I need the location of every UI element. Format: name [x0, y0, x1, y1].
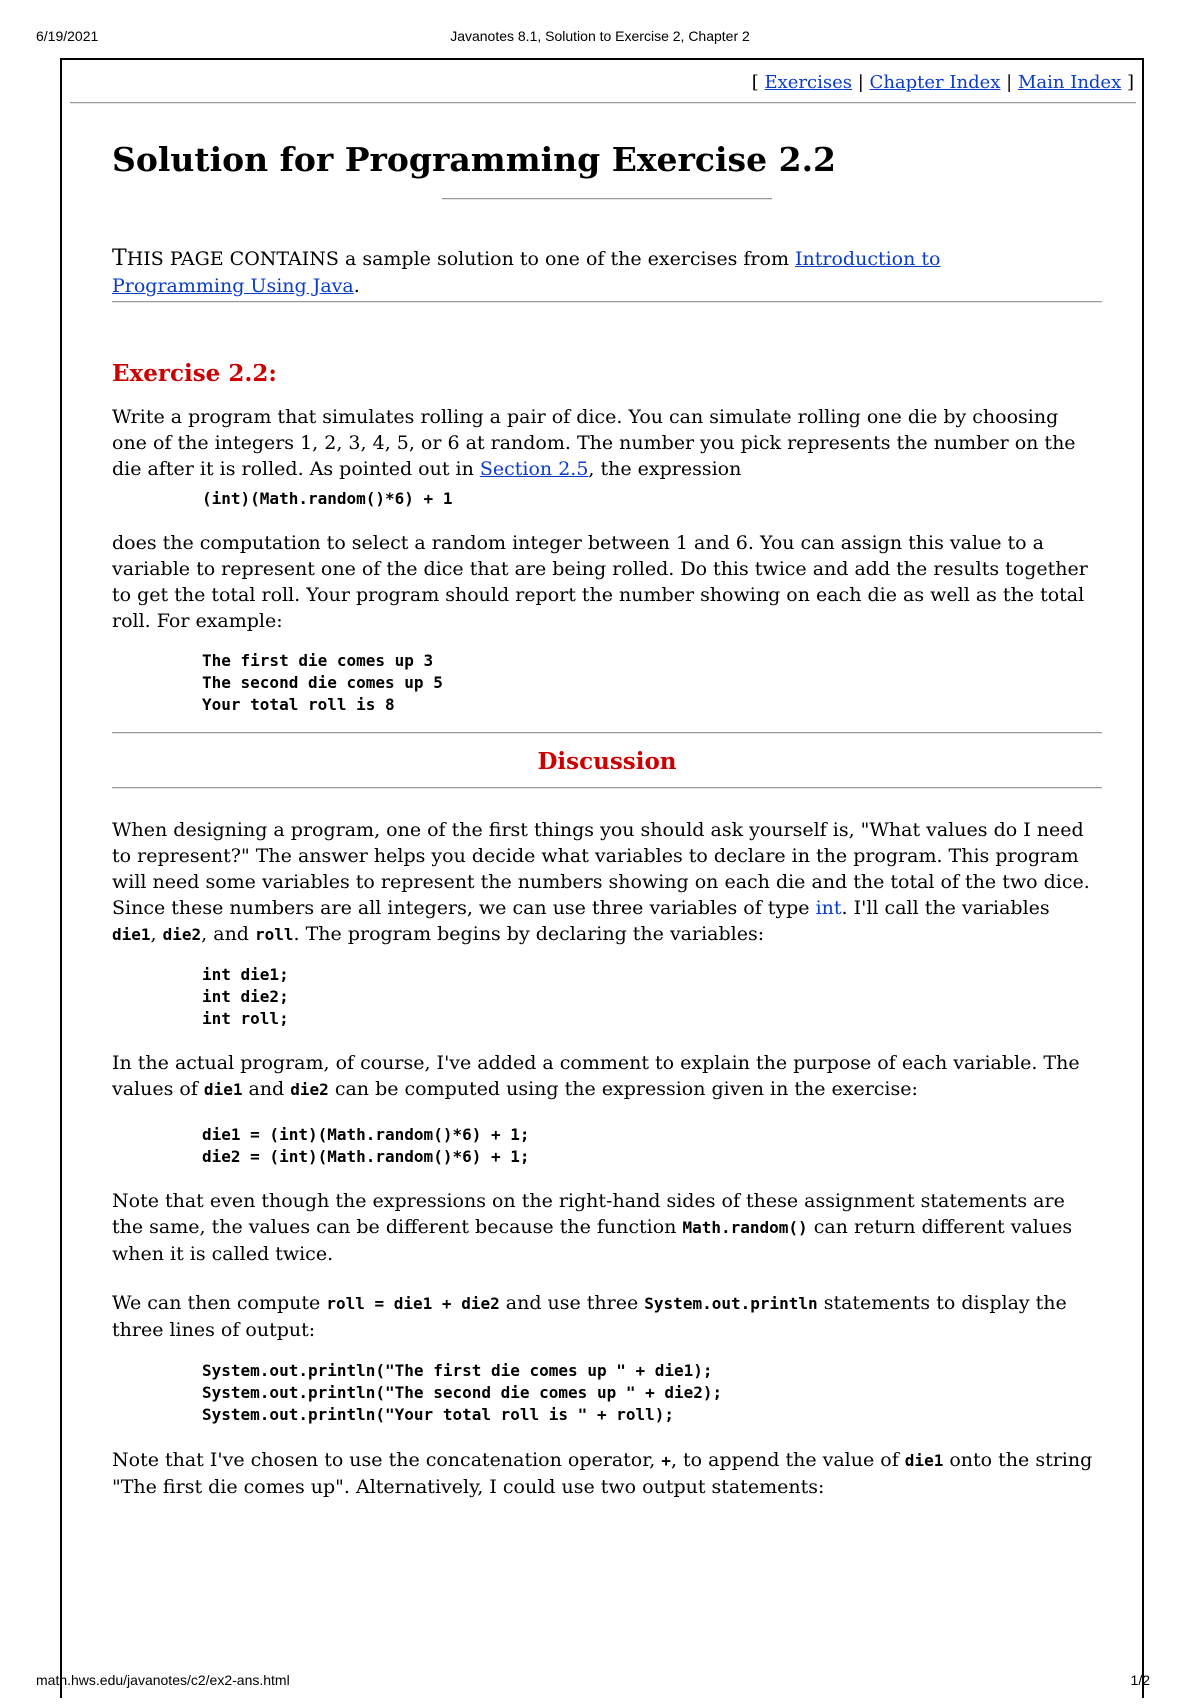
intro-lead-cap: T: [112, 246, 127, 271]
intro-text: a sample solution to one of the exercises from: [338, 248, 796, 270]
divider: [442, 198, 772, 200]
discussion-text: , to append the value of: [670, 1449, 905, 1471]
discussion-text: We can then compute: [112, 1292, 327, 1314]
discussion-text: and use three: [499, 1292, 645, 1314]
intro-lead-rest: HIS PAGE CONTAINS: [126, 248, 339, 270]
discussion-text: can be computed using the expression given in the exercise:: [328, 1078, 918, 1100]
inline-code: +: [661, 1451, 671, 1470]
discussion-paragraph-1: [112, 817, 1097, 948]
discussion-paragraph-3: [112, 1188, 1097, 1267]
inline-code: roll = die1 + die2: [326, 1294, 500, 1313]
discussion-paragraph-2: [112, 1050, 1097, 1103]
type-int: int: [815, 897, 842, 919]
print-page-title: Javanotes 8.1, Solution to Exercise 2, Chapter 2: [450, 28, 750, 44]
inline-code: die1: [112, 925, 151, 944]
exercise-text: , the expression: [588, 458, 742, 480]
discussion-paragraph-5: [112, 1447, 1097, 1500]
exercise-paragraph-2: does the computation to select a random integer between 1 and 6. You can assign this value to a variable to represent one of the dice that are being rolled. Do this twice and add the results together to get the total roll. Your program should report the number showing on each die as well as the total roll. For example:: [112, 532, 1088, 632]
discussion-text: Note that even though the expressions on the right-hand sides of these assignment statements are the same, the values can be different because the function: [112, 1190, 1065, 1238]
discussion-text: When designing a program, one of the first things you should ask yourself is, "What values do I need to represent?" The answer helps you decide what variables to declare in the program. This program will need some variables to represent the numbers showing on each die and the total of the two dice. Since these numbers are all integers, we can use three variables of type: [112, 819, 1090, 919]
discussion-text: onto the string "The first die comes up". Alternatively, I could use two output statements:: [112, 1449, 1093, 1498]
code-block-expression: (int)(Math.random()*6) + 1: [202, 489, 453, 508]
discussion-paragraph-4: [112, 1290, 1097, 1343]
divider: [112, 301, 1102, 303]
intro-paragraph: [112, 245, 1002, 300]
book-link[interactable]: Introduction to Programming Using Java: [112, 248, 941, 297]
inline-code: roll: [255, 925, 294, 944]
divider: [70, 102, 1136, 104]
inline-code: die2: [162, 925, 202, 944]
nav-link-exercises[interactable]: Exercises: [764, 72, 852, 93]
code-block-declarations: int die1; int die2; int roll;: [202, 965, 289, 1028]
nav-bracket-close: ]: [1126, 72, 1134, 93]
discussion-text: can return different values when it is called twice.: [112, 1216, 1073, 1265]
exercise-paragraph-1: [112, 404, 1097, 482]
code-block-println: System.out.println("The first die comes up " + die1); System.out.println("The second die comes up " + die2); System.out.println("Your total roll is " + roll);: [202, 1361, 723, 1424]
discussion-heading: Discussion: [537, 748, 677, 775]
inline-code: System.out.println: [644, 1294, 818, 1313]
inline-code: die1: [904, 1451, 944, 1470]
discussion-text: statements to display the three lines of output:: [112, 1292, 1067, 1341]
divider: [112, 787, 1102, 789]
print-date: 6/19/2021: [36, 28, 99, 44]
discussion-text: and: [242, 1078, 291, 1100]
intro-end: .: [353, 275, 360, 297]
inline-code: die2: [290, 1080, 329, 1099]
inline-code: Math.random(): [682, 1218, 808, 1237]
discussion-text: , and: [201, 923, 256, 945]
nav-separator: |: [1006, 72, 1013, 93]
print-header: [0, 0, 1200, 44]
nav-link-chapter-index[interactable]: Chapter Index: [869, 72, 1001, 93]
top-navigation: [752, 72, 1134, 93]
discussion-text: . The program begins by declaring the variables:: [293, 923, 765, 945]
nav-separator: |: [857, 72, 864, 93]
print-footer: [0, 1666, 1200, 1706]
discussion-text: Note that I've chosen to use the concatenation operator,: [112, 1449, 662, 1471]
inline-code: die1: [203, 1080, 243, 1099]
page-title: Solution for Programming Exercise 2.2: [112, 140, 837, 179]
discussion-text: ,: [150, 923, 163, 945]
discussion-text: . I'll call the variables: [841, 897, 1050, 919]
print-url: math.hws.edu/javanotes/c2/ex2-ans.html: [36, 1672, 290, 1688]
divider: [112, 732, 1102, 734]
exercise-text: Write a program that simulates rolling a pair of dice. You can simulate rolling one die by choosing one of the integers 1, 2, 3, 4, 5, or 6 at random. The number you pick represents the number on the die after it is rolled. As pointed out in: [112, 406, 1076, 480]
code-block-assignments: die1 = (int)(Math.random()*6) + 1; die2 = (int)(Math.random()*6) + 1;: [202, 1125, 530, 1166]
page-frame: [60, 58, 1144, 1698]
print-page-number: 1/2: [1130, 1672, 1150, 1688]
exercise-heading: Exercise 2.2:: [112, 360, 277, 387]
discussion-text: In the actual program, of course, I've added a comment to explain the purpose of each variable. The values of: [112, 1052, 1080, 1100]
nav-bracket-open: [: [751, 72, 759, 93]
nav-link-main-index[interactable]: Main Index: [1017, 72, 1122, 93]
section-link[interactable]: Section 2.5: [479, 458, 589, 480]
code-block-example-output: The first die comes up 3 The second die comes up 5 Your total roll is 8: [202, 651, 443, 714]
